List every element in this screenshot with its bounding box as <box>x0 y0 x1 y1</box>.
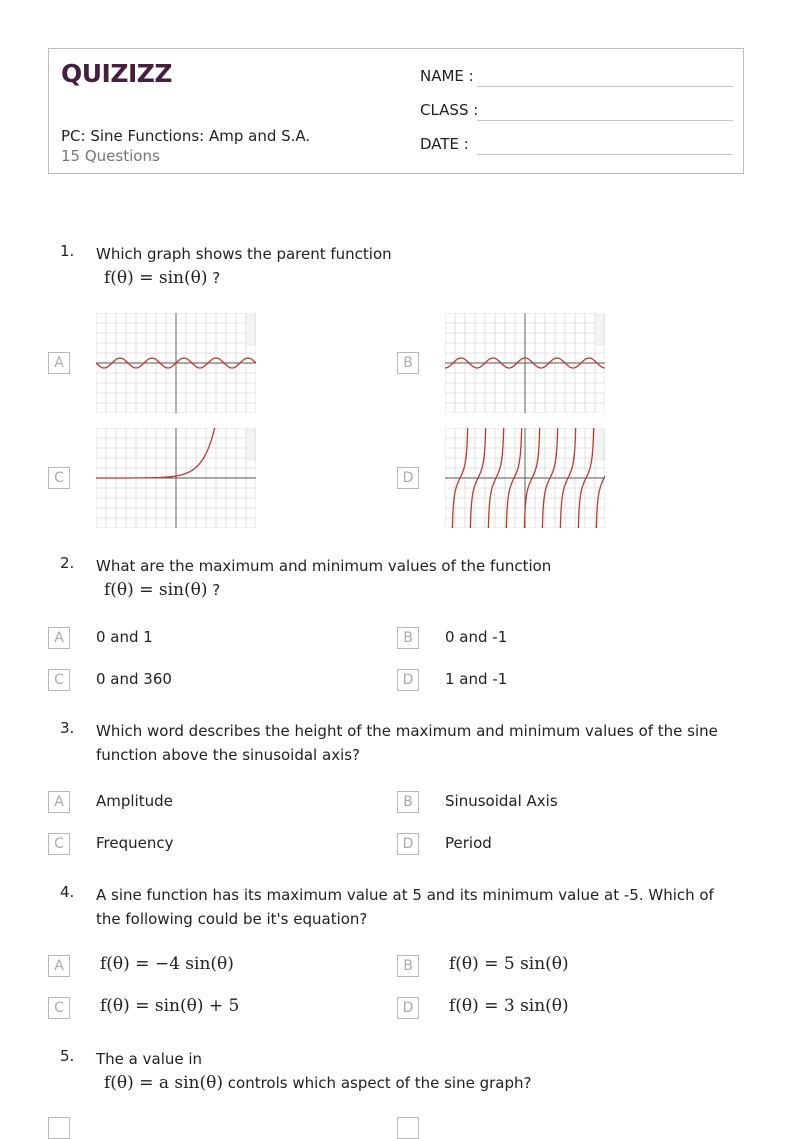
worksheet-title: PC: Sine Functions: Amp and S.A. <box>61 127 311 145</box>
option-math: f(θ) = −4 sin(θ) <box>100 954 234 974</box>
question-prompt: Which graph shows the parent function <box>96 245 392 263</box>
question-number: 3. <box>60 719 75 737</box>
date-label: DATE : <box>420 135 469 153</box>
date-line[interactable] <box>477 154 733 155</box>
question-prompt: What are the maximum and minimum values of the function <box>96 557 552 575</box>
question-math: f(θ) = sin(θ) <box>104 268 208 288</box>
name-line[interactable] <box>477 86 733 87</box>
question-math: f(θ) = a sin(θ) <box>104 1073 223 1093</box>
question-math: f(θ) = sin(θ) <box>104 580 208 600</box>
question-text <box>96 554 726 602</box>
graph-toolbar <box>246 315 255 345</box>
question-text: A sine function has its maximum value at 5 and its minimum value at -5. Which of the following could be it's equation? <box>96 886 714 928</box>
option-letter[interactable]: C <box>48 669 70 691</box>
question-suffix: ? <box>212 581 221 599</box>
class-line[interactable] <box>477 120 733 121</box>
question-text: Which word describes the height of the maximum and minimum values of the sine function above the sinusoidal axis? <box>96 722 718 764</box>
option-text: 0 and 360 <box>96 670 172 688</box>
option-letter[interactable]: C <box>48 833 70 855</box>
option-letter[interactable]: C <box>48 997 70 1019</box>
option-letter[interactable]: B <box>397 791 419 813</box>
graph-option-d <box>445 428 605 528</box>
option-letter[interactable]: D <box>397 833 419 855</box>
graph-toolbar <box>595 315 604 345</box>
question-number: 5. <box>60 1047 75 1065</box>
graph-option-a <box>96 313 256 413</box>
question-count: 15 Questions <box>61 147 160 165</box>
option-text: Period <box>445 834 492 852</box>
graph-option-b <box>445 313 605 413</box>
option-letter[interactable]: B <box>397 955 419 977</box>
option-math: f(θ) = sin(θ) + 5 <box>100 996 240 1016</box>
question-suffix: controls which aspect of the sine graph? <box>227 1074 532 1092</box>
class-field[interactable] <box>420 101 733 123</box>
date-field[interactable] <box>420 135 733 157</box>
option-letter-partial-a[interactable] <box>48 1117 70 1139</box>
question-number: 4. <box>60 883 75 901</box>
class-label: CLASS : <box>420 101 479 119</box>
option-letter[interactable]: A <box>48 955 70 977</box>
option-letter[interactable]: B <box>397 352 419 374</box>
option-letter[interactable]: A <box>48 352 70 374</box>
option-letter[interactable]: D <box>397 669 419 691</box>
option-letter[interactable]: A <box>48 791 70 813</box>
option-letter[interactable]: A <box>48 627 70 649</box>
option-text: 1 and -1 <box>445 670 508 688</box>
option-text: 0 and 1 <box>96 628 153 646</box>
question-number: 1. <box>60 242 75 260</box>
question-text <box>96 1047 726 1095</box>
option-text: 0 and -1 <box>445 628 508 646</box>
name-label: NAME : <box>420 67 474 85</box>
option-text: Amplitude <box>96 792 173 810</box>
option-text: Sinusoidal Axis <box>445 792 558 810</box>
question-suffix: ? <box>212 269 221 287</box>
question-prompt: The a value in <box>96 1050 203 1068</box>
question-text <box>96 242 726 290</box>
graph-toolbar <box>246 430 255 460</box>
option-math: f(θ) = 5 sin(θ) <box>449 954 569 974</box>
option-math: f(θ) = 3 sin(θ) <box>449 996 569 1016</box>
option-letter[interactable]: B <box>397 627 419 649</box>
question-number: 2. <box>60 554 75 572</box>
graph-option-c <box>96 428 256 528</box>
graph-toolbar <box>595 430 604 460</box>
option-letter[interactable]: D <box>397 997 419 1019</box>
option-letter[interactable]: C <box>48 467 70 489</box>
worksheet-header <box>48 48 744 174</box>
option-text: Frequency <box>96 834 174 852</box>
quizizz-logo: QUIZIZZ <box>61 59 173 88</box>
option-letter[interactable]: D <box>397 467 419 489</box>
name-field[interactable] <box>420 67 733 89</box>
option-letter-partial-b[interactable] <box>397 1117 419 1139</box>
